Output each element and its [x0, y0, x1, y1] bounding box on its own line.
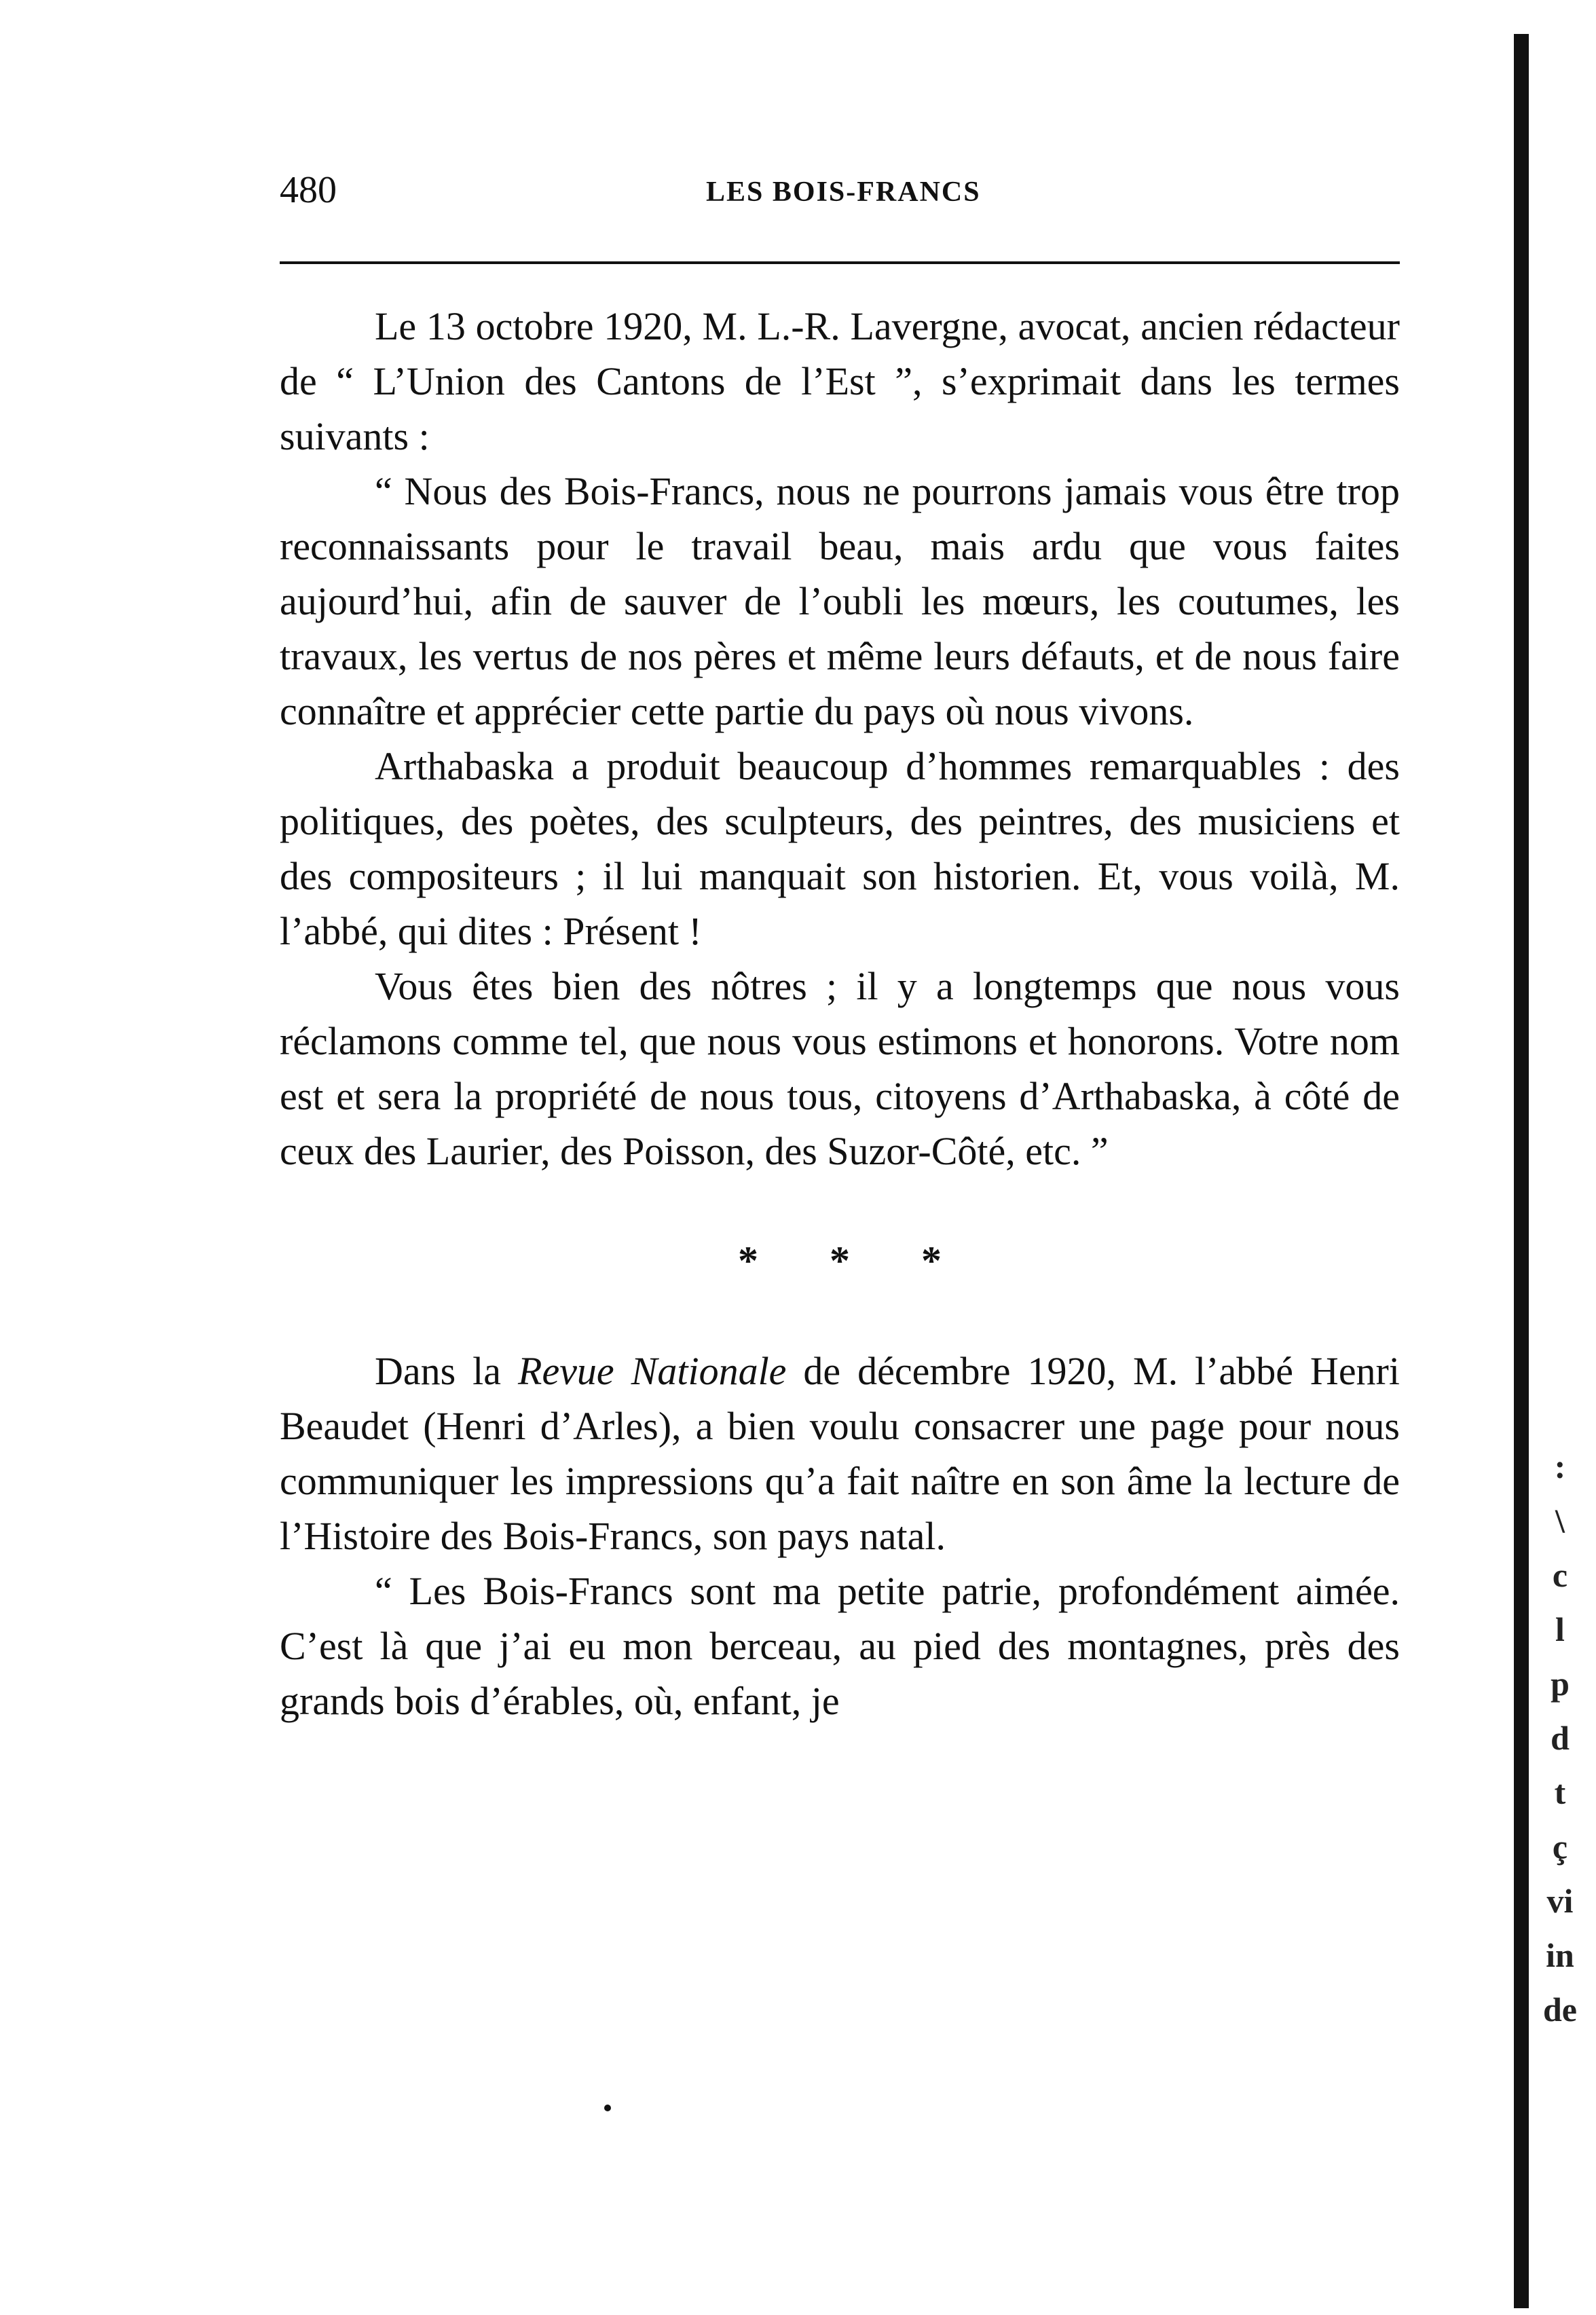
bleed-fragment: l	[1555, 1610, 1565, 1648]
header-rule	[280, 261, 1400, 264]
section-separator: * * *	[738, 1238, 942, 1283]
paragraph-lavergne-intro: Le 13 octobre 1920, M. L.-R. Lavergne, avocat, ancien rédacteur de “ L’Union des Cantons de l’Est ”, s’exprimait dans les termes suivants :	[280, 304, 1400, 458]
body-text	[280, 299, 1400, 1728]
revue-text-after: de décembre 1920, M. l’abbé Henri Beaudet (Henri d’Arles), a bien voulu consacrer une page pour nous communiquer les impressions qu’a fait naître en son âme la lecture de l’Histoire des Bois-Francs, son pays natal.	[280, 1349, 1400, 1558]
running-head: LES BOIS-FRANCS	[706, 177, 981, 208]
paragraph-bois-francs-patrie: “ Les Bois-Francs sont ma petite patrie, profondément aimée. C’est là que j’ai eu mon berceau, au pied des montagnes, près des grands bois d’érables, où, enfant, je	[280, 1569, 1400, 1723]
page-number: 480	[280, 169, 337, 211]
ink-speck	[604, 2105, 611, 2111]
paragraph-revue-nationale	[280, 1344, 1400, 1563]
page-edge-shadow	[1514, 34, 1529, 2308]
paragraph-quote-end: Vous êtes bien des nôtres ; il y a longtemps que nous vous réclamons comme tel, que nous vous estimons et honorons. Votre nom est et sera la propriété de nous tous, citoyens d’Arthabaska, à côté de ceux des Laurier, des Poisson, des Suzor-Côté, etc. ”	[280, 964, 1400, 1173]
bleed-fragment: de	[1543, 1990, 1577, 2029]
bleed-fragment: \	[1555, 1502, 1565, 1540]
bleed-fragment: d	[1551, 1719, 1570, 1757]
paragraph-arthabaska: Arthabaska a produit beaucoup d’hommes remarquables : des politiques, des poètes, des sculpteurs, des peintres, des musiciens et des compositeurs ; il lui manquait son historien. Et, vous voilà, M. l’abbé, qui dites : Présent !	[280, 744, 1400, 953]
bleed-fragment: ç	[1552, 1828, 1568, 1866]
bleed-fragment: in	[1546, 1936, 1574, 1974]
revue-text-before: Dans la	[375, 1349, 519, 1393]
bleed-fragment: c	[1552, 1556, 1568, 1594]
bleed-fragment: p	[1551, 1665, 1570, 1703]
bleed-fragment: t	[1554, 1773, 1566, 1811]
facing-page-bleed	[1540, 1439, 1580, 2037]
bleed-fragment: vi	[1546, 1882, 1574, 1920]
bleed-fragment: :	[1554, 1447, 1566, 1485]
paragraph-quote-start: “ Nous des Bois-Francs, nous ne pourrons jamais vous être trop reconnaissants pour le travail beau, mais ardu que vous faites aujourd’hui, afin de sauver de l’oubli les mœurs, les coutumes, les travaux, les vertus de nos pères et même leurs défauts, et de nous faire connaître et apprécier cette partie du pays où nous vivons.	[280, 469, 1400, 733]
revue-title: Revue Nationale	[518, 1349, 787, 1393]
